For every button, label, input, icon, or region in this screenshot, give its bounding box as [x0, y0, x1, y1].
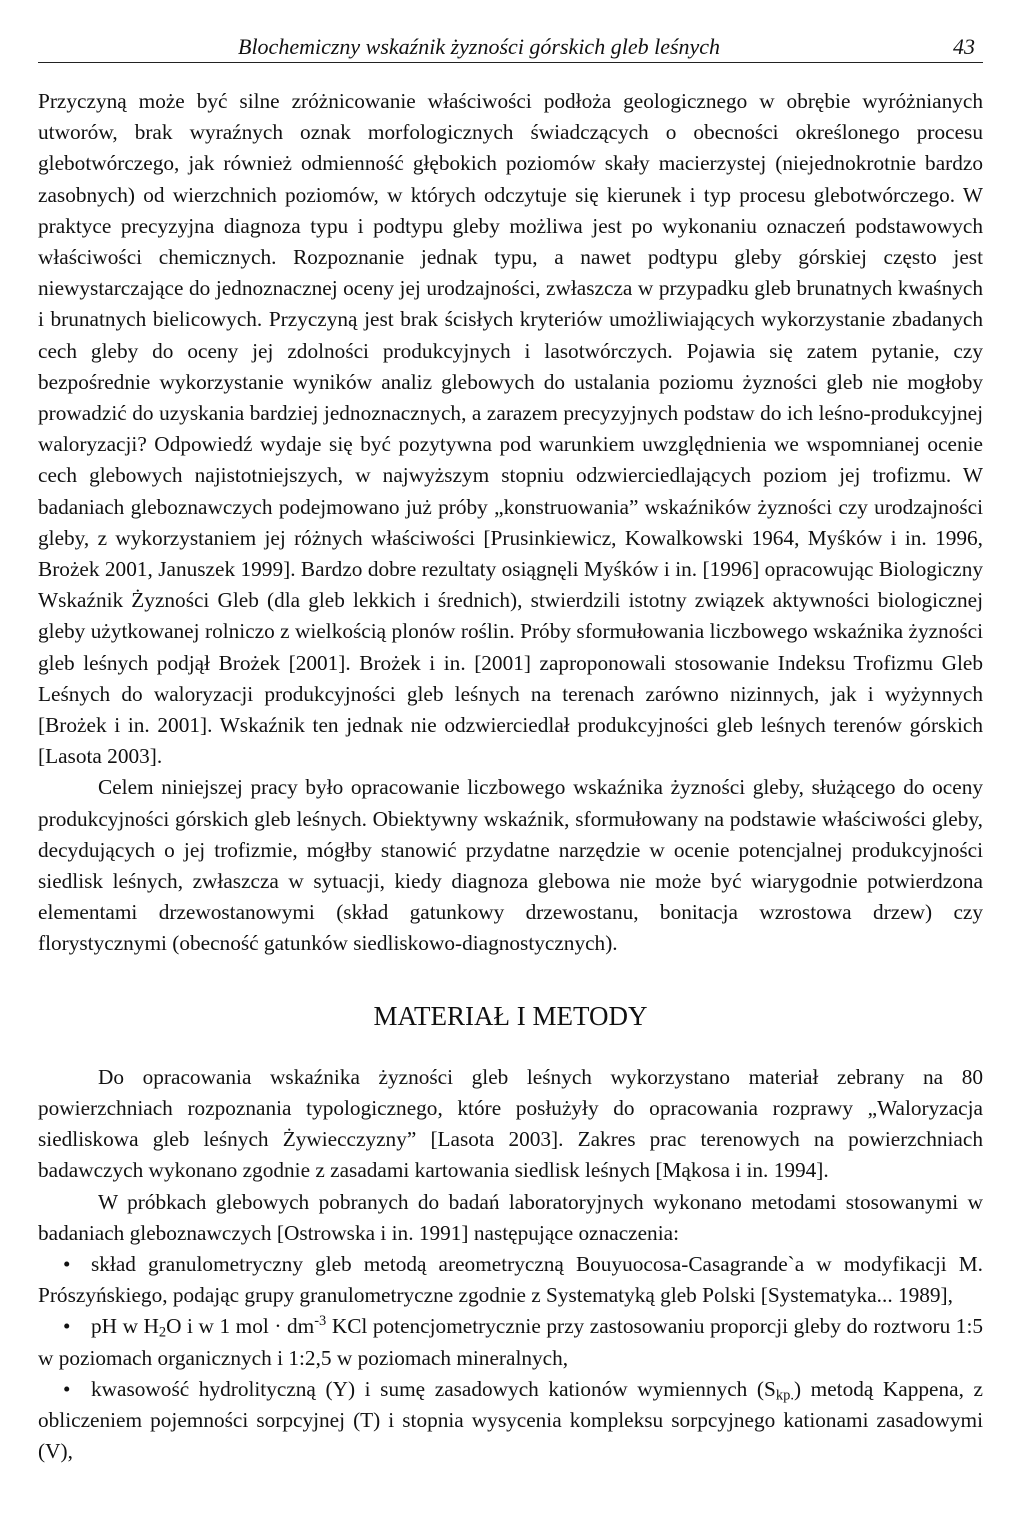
- section-heading: MATERIAŁ I METODY: [373, 1000, 648, 1031]
- paragraph: W próbkach glebowych pobranych do badań laboratoryjnych wykonano metodami stosowanymi w badaniach gleboznawczych [Ostrowska i in. 1991] następujące oznaczenia:: [38, 1189, 983, 1245]
- paragraph: Przyczyną może być silne zróżnicowanie właściwości podłoża geologicznego w obrębie wyróżnianych utworów, brak wyraźnych oznak morfologicznych świadczących o obecności określonego procesu glebotwórczego, jak również odmienność głębokich poziomów skały macierzystej (niejednokrotnie bardzo zasobnych) od wierzchnich poziomów, w których odczytuje się kierunek i typ procesu glebotwórczego. W praktyce precyzyjna diagnoza typu i podtypu gleby możliwa jest po wykonaniu oznaczeń podstawowych właściwości chemicznych. Rozpoznanie jednak typu, a nawet podtypu gleby górskiej często jest niewystarczające do jednoznacznej oceny jej urodzajności, zwłaszcza w przypadku gleb brunatnych kwaśnych i brunatnych bielicowych. Przyczyną jest brak ścisłych kryteriów umożliwiających wykorzystanie zbadanych cech gleby do oceny jej zdolności produkcyjnych i lasotwórczych. Pojawia się zatem pytanie, czy bezpośrednie wykorzystanie wyników analiz glebowych do ustalania poziomu żyzności gleb nie mogłoby prowadzić do uzyskania bardziej jednoznacznych, a zarazem precyzyjnych podstaw do ich leśno-produkcyjnej waloryzacji? Odpowiedź wydaje się być pozytywna pod warunkiem uwzględnienia we wspomnianej ocenie cech glebowych najistotniejszych, w najwyższym stopniu odzwierciedlających poziom jej trofizmu. W badaniach gleboznawczych podejmowano już próby „konstruowania” wskaźników żyzności czy urodzajności gleby, z wykorzystaniem jej różnych właściwości [Prusinkiewicz, Kowalkowski 1964, Myśków i in. 1996, Brożek 2001, Januszek 1999]. Bardzo dobre rezultaty osiągnęli Myśków i in. [1996] opracowując Biologiczny Wskaźnik Żyzności Gleb (dla gleb lekkich i średnich), stwierdzili istotny związek aktywności biologicznej gleby użytkowanej rolniczo z wielkością plonów roślin. Próby sformułowania liczbowego wskaźnika żyzności gleb leśnych podjął Brożek [2001]. Brożek i in. [2001] zaproponowali stosowanie Indeksu Trofizmu Gleb Leśnych do waloryzacji produkcyjności gleb leśnych na terenach zarówno nizinnych, jak i wyżynnych [Brożek i in. 2001]. Wskaźnik ten jednak nie odzwierciedlał produkcyjności gleb leśnych terenów górskich [Lasota 2003].: [38, 89, 983, 769]
- methods-list: [38, 1249, 983, 1467]
- paragraph: Celem niniejszej pracy było opracowanie liczbowego wskaźnika żyzności gleby, służącego do oceny produkcyjności górskich gleb leśnych. Obiektywny wskaźnik, sformułowany na podstawie właściwości gleby, decydujących o jej trofizmie, mógłby stanowić przydatne narzędzie w ocenie potencjalnej produkcyjności siedlisk leśnych, zwłaszcza w sytuacji, kiedy diagnoza glebowa nie może być wiarygodnie potwierdzona elementami drzewostanowymi (skład gatunkowy drzewostanu, bonitacja wzrostowa drzew) czy florystycznymi (obecność gatunków siedliskowo-diagnostycznych).: [38, 775, 983, 956]
- subscript: 2: [158, 1324, 167, 1341]
- page-number: 43: [953, 34, 975, 59]
- list-item-text: O i w 1 mol · dm: [166, 1314, 315, 1339]
- bullet-icon: •: [63, 1314, 71, 1339]
- list-item-text: pH w H: [91, 1314, 159, 1339]
- paragraph: Do opracowania wskaźnika żyzności gleb leśnych wykorzystano materiał zebrany na 80 powierzchniach rozpoznania typologicznego, które posłużyły do opracowania rozprawy „Waloryzacja siedliskowa gleb leśnych Żywiecczyzny” [Lasota 2003]. Zakres prac terenowych na powierzchniach badawczych wykonano zgodnie z zasadami kartowania siedlisk leśnych [Mąkosa i in. 1994].: [38, 1064, 983, 1183]
- body-text: [38, 86, 983, 1467]
- list-item-text: ) metodą Kappena, z obliczeniem pojemności sorpcyjnej (T) i stopnia wysycenia kompleksu sorpcyjnego kationami zasadowymi (V),: [38, 1376, 983, 1464]
- running-title: Blochemiczny wskaźnik żyzności górskich gleb leśnych: [238, 34, 721, 59]
- list-item: [38, 1249, 983, 1311]
- list-item-text: kwasowość hydrolityczną (Y) i sumę zasadowych kationów wymiennych (S: [91, 1376, 776, 1401]
- superscript: -3: [314, 1313, 327, 1330]
- list-item: [38, 1311, 983, 1373]
- list-item: [38, 1374, 983, 1468]
- running-header: [38, 32, 983, 63]
- bullet-icon: •: [63, 1251, 71, 1276]
- list-item-text: KCl potencjometrycznie przy zastosowaniu proporcji gleby do roztworu 1:5 w poziomach organicznych i 1:2,5 w poziomach mineralnych,: [38, 1314, 984, 1370]
- list-item-text: skład granulometryczny gleb metodą areometryczną Bouyuocosa-Casagrande`a w modyfikacji M. Prószyńskiego, podając grupy granulometryczne zgodnie z Systematyką gleb Polski [Systematyka... 1989],: [38, 1251, 983, 1308]
- subscript: kp.: [775, 1387, 794, 1404]
- bullet-icon: •: [63, 1376, 71, 1401]
